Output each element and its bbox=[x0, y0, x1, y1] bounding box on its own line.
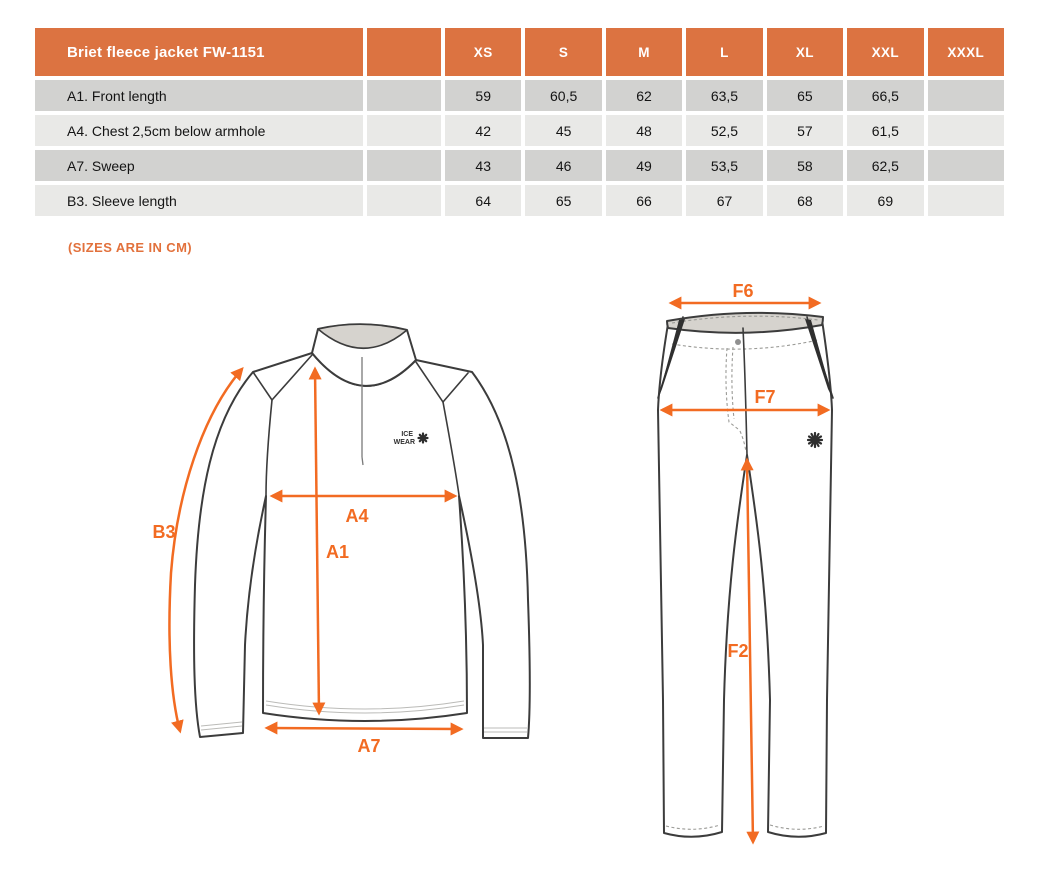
value-cell bbox=[928, 80, 1004, 111]
value-cell: 66,5 bbox=[847, 80, 923, 111]
value-cell: 60,5 bbox=[525, 80, 601, 111]
size-table bbox=[31, 24, 1008, 220]
size-header-l: L bbox=[686, 28, 762, 76]
value-cell bbox=[928, 150, 1004, 181]
a7-label: A7 bbox=[357, 736, 381, 756]
value-cell: 43 bbox=[445, 150, 521, 181]
header-spacer-cell bbox=[367, 28, 441, 76]
table-row-front-length bbox=[35, 80, 1004, 111]
value-cell: 53,5 bbox=[686, 150, 762, 181]
table-row-sleeve-length bbox=[35, 185, 1004, 216]
value-cell: 62 bbox=[606, 80, 682, 111]
snowflake-icon bbox=[419, 434, 428, 443]
row-spacer-cell bbox=[367, 115, 441, 146]
f7-label: F7 bbox=[754, 387, 776, 407]
a7-arrow bbox=[267, 728, 461, 729]
jacket-measurement-diagram bbox=[150, 305, 570, 775]
value-cell: 61,5 bbox=[847, 115, 923, 146]
value-cell: 58 bbox=[767, 150, 843, 181]
size-header-xxxl: XXXL bbox=[928, 28, 1004, 76]
svg-text:WEAR: WEAR bbox=[393, 439, 415, 446]
value-cell: 67 bbox=[686, 185, 762, 216]
value-cell: 42 bbox=[445, 115, 521, 146]
value-cell: 52,5 bbox=[686, 115, 762, 146]
product-title: Briet fleece jacket FW-1151 bbox=[35, 28, 363, 76]
b3-label: B3 bbox=[152, 522, 176, 542]
waist-button bbox=[735, 339, 741, 345]
value-cell: 48 bbox=[606, 115, 682, 146]
value-cell: 62,5 bbox=[847, 150, 923, 181]
size-header-m: M bbox=[606, 28, 682, 76]
value-cell: 46 bbox=[525, 150, 601, 181]
value-cell: 63,5 bbox=[686, 80, 762, 111]
f2-label: F2 bbox=[727, 641, 749, 661]
svg-text:ICE: ICE bbox=[401, 431, 413, 438]
row-label: B3. Sleeve length bbox=[35, 185, 363, 216]
value-cell: 49 bbox=[606, 150, 682, 181]
value-cell: 57 bbox=[767, 115, 843, 146]
row-label: A4. Chest 2,5cm below armhole bbox=[35, 115, 363, 146]
value-cell bbox=[928, 185, 1004, 216]
row-spacer-cell bbox=[367, 150, 441, 181]
table-row-chest bbox=[35, 115, 1004, 146]
value-cell: 45 bbox=[525, 115, 601, 146]
pants-measurement-diagram bbox=[615, 280, 880, 880]
value-cell: 69 bbox=[847, 185, 923, 216]
size-header-s: S bbox=[525, 28, 601, 76]
row-label: A1. Front length bbox=[35, 80, 363, 111]
a1-label: A1 bbox=[326, 542, 350, 562]
value-cell: 64 bbox=[445, 185, 521, 216]
value-cell: 66 bbox=[606, 185, 682, 216]
value-cell bbox=[928, 115, 1004, 146]
f6-label: F6 bbox=[732, 281, 754, 301]
value-cell: 68 bbox=[767, 185, 843, 216]
value-cell: 65 bbox=[767, 80, 843, 111]
size-table-header-row bbox=[35, 28, 1004, 76]
row-spacer-cell bbox=[367, 185, 441, 216]
a4-label: A4 bbox=[345, 506, 369, 526]
table-row-sweep bbox=[35, 150, 1004, 181]
size-header-xxl: XXL bbox=[847, 28, 923, 76]
value-cell: 65 bbox=[525, 185, 601, 216]
sizes-in-cm-note: (SIZES ARE IN CM) bbox=[68, 240, 193, 255]
size-header-xl: XL bbox=[767, 28, 843, 76]
row-spacer-cell bbox=[367, 80, 441, 111]
value-cell: 59 bbox=[445, 80, 521, 111]
row-label: A7. Sweep bbox=[35, 150, 363, 181]
size-header-xs: XS bbox=[445, 28, 521, 76]
